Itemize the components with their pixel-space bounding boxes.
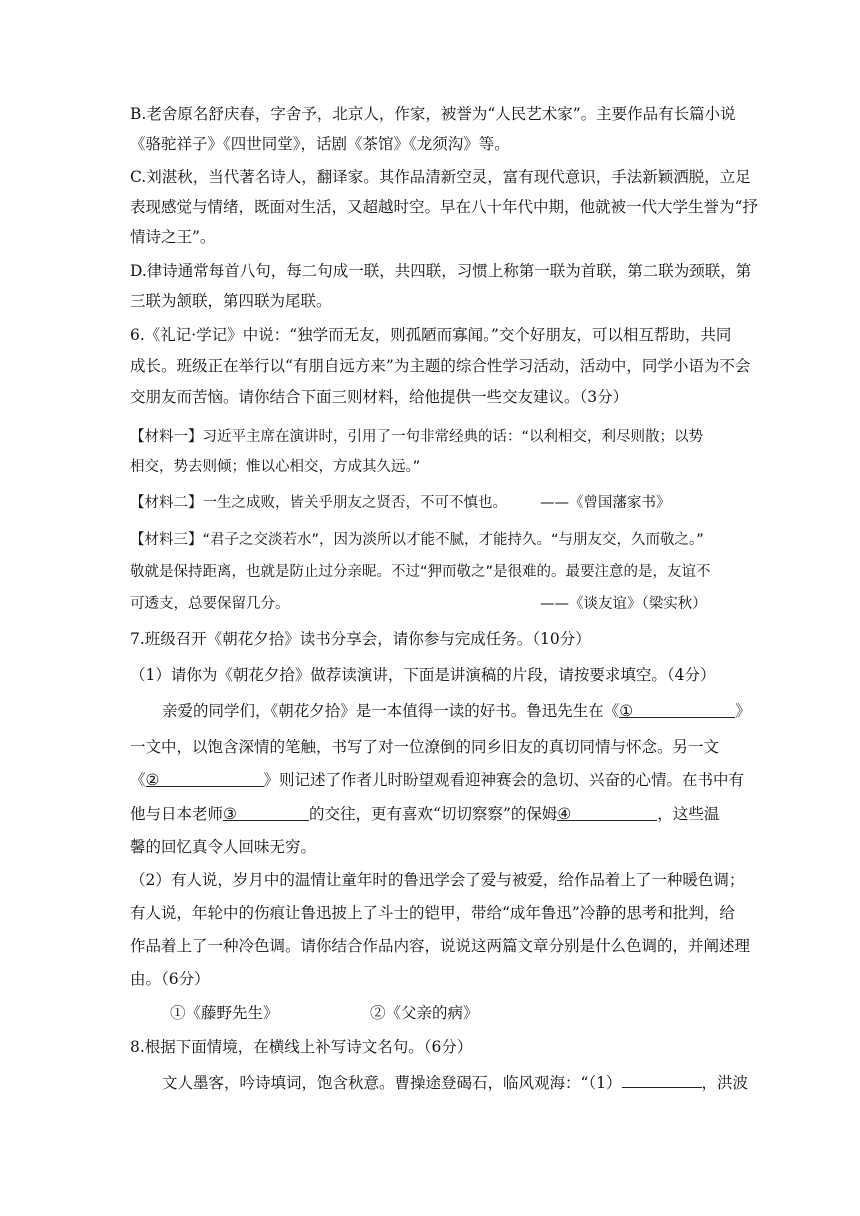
q7-speech-text4b: 的交往，更有喜欢“切切察察”的保姆: [309, 805, 558, 823]
q7-title: 7.班级召开《朝花夕拾》读书分享会，请你参与完成任务。（10分）: [130, 630, 591, 648]
q5-option-c-line2: 表现感觉与情绪，既面对生活，又超越时空。早在八十年代中期，他就被一代大学生誉为“抒: [130, 198, 758, 216]
q5-option-c-line1: C.刘湛秋，当代著名诗人，翻译家。其作品清新空灵，富有现代意识，手法新颖洒脱，立足: [130, 168, 751, 186]
q7-part2-line1: （2）有人说，岁月中的温情让童年时的鲁迅学会了爱与被爱，给作品着上了一种暖色调；: [130, 871, 745, 889]
blank-3-marker: ③: [223, 805, 237, 823]
q7-speech-text3b: 》则记述了作者儿时盼望观看迎神赛会的急切、兴奋的心情。在书中有: [263, 771, 745, 789]
q6-material3-source: ——《谈友谊》（梁实秋）: [540, 596, 707, 612]
q7-speech-line2: 一文中，以饱含深情的笔触，书写了对一位潦倒的同乡旧友的真切同情与怀念。另一文: [130, 738, 720, 756]
q7-speech-text4a: 他与日本老师: [130, 805, 224, 823]
blank-2[interactable]: [146, 770, 264, 787]
q5-option-c-line3: 情诗之王”。: [130, 228, 216, 246]
q7-speech-text1: 亲爱的同学们，《朝花夕拾》是一本值得一读的好书。鲁迅先生在《: [162, 702, 620, 720]
q6-material3-line2: 敬就是保持距离，也就是防止过分亲昵。不过“狎而敬之”是很难的。最要注意的是，友谊不: [130, 564, 711, 580]
q7-speech-text4c: ，这些温: [657, 805, 720, 823]
q7-speech-line1: [162, 701, 751, 721]
blank-2-marker: ②: [145, 771, 160, 789]
q6-material2: 【材料二】一生之成败，皆关乎朋友之贤否，不可不慎也。: [130, 495, 507, 511]
q8-line1: [162, 1071, 748, 1093]
q6-stem-line2: 成长。班级正在举行以“有朋自远方来”为主题的综合性学习活动，活动中，同学小语为不会: [130, 357, 751, 375]
q6-stem-line3: 交朋友而苦恼。请你结合下面三则材料，给他提供一些交友建议。（3分）: [130, 388, 629, 406]
q7-speech-text1b: 》: [735, 702, 751, 720]
q7-part2-line4: 由。（6分）: [130, 970, 210, 988]
q7-speech-text3a: 《: [130, 771, 146, 789]
q5-option-d-line2: 三联为颔联，第四联为尾联。: [130, 292, 332, 310]
blank-1[interactable]: [619, 701, 735, 718]
q7-option-2: ②《父亲的病》: [370, 1004, 479, 1022]
q7-part2-line2: 有人说，年轮中的伤痕让鲁迅披上了斗士的铠甲，带给“成年鲁迅”冷静的思考和批判，给: [130, 904, 735, 922]
q5-option-b-line1: B.老舍原名舒庆春，字舍予，北京人，作家，被誉为“人民艺术家”。主要作品有长篇小说: [130, 105, 736, 123]
q8-text1b: ，洪波: [701, 1074, 749, 1092]
q8-text1a: 文人墨客，吟诗填词，饱含秋意。曹操途登碣石，临风观海：“（1）: [162, 1074, 622, 1092]
blank-1-marker: ①: [619, 702, 634, 720]
q5-option-b-line2: 《骆驼祥子》《四世同堂》，话剧《茶馆》《龙须沟》等。: [130, 135, 510, 153]
q6-material1-line2: 相交，势去则倾；惟以心相交，方成其久远。”: [130, 459, 421, 475]
q6-stem-line1: 6.《礼记·学记》中说：“独学而无友，则孤陋而寡闻。”交个好朋友，可以相互帮助，共同: [130, 326, 732, 344]
q7-option-1: ①《藤野先生》: [170, 1004, 279, 1022]
blank-4-marker: ④: [557, 805, 572, 823]
q6-material3-line1: 【材料三】“君子之交淡若水”，因为淡所以才能不腻，才能持久。“与朋友交，久而敬之。”: [130, 532, 704, 548]
blank-3[interactable]: [223, 804, 309, 821]
q7-speech-line3: [130, 770, 744, 790]
q8-title: 8.根据下面情境，在横线上补写诗文名句。（6分）: [130, 1038, 473, 1056]
blank-4[interactable]: [557, 804, 657, 821]
q6-material3-line3: 可透支，总要保留几分。: [130, 596, 290, 612]
q7-part2-line3: 作品着上了一种冷色调。请你结合作品内容，说说这两篇文章分别是什么色调的，并阐述理: [130, 937, 751, 955]
q7-speech-line4: [130, 804, 719, 824]
q8-blank-1[interactable]: [622, 1071, 702, 1088]
q6-material1-line1: 【材料一】习近平主席在演讲时，引用了一句非常经典的话：“以利相交，利尽则散；以势: [130, 429, 704, 445]
q7-speech-line5: 馨的回忆真令人回味无穷。: [130, 838, 317, 856]
q5-option-d-line1: D.律诗通常每首八句，每二句成一联，共四联，习惯上称第一联为首联，第二联为颈联，第: [130, 262, 752, 280]
q7-part1-prompt: （1）请你为《朝花夕拾》做荐读演讲，下面是讲演稿的片段，请按要求填空。（4分）: [130, 666, 716, 684]
q6-material2-source: ——《曾国藩家书》: [540, 495, 671, 511]
